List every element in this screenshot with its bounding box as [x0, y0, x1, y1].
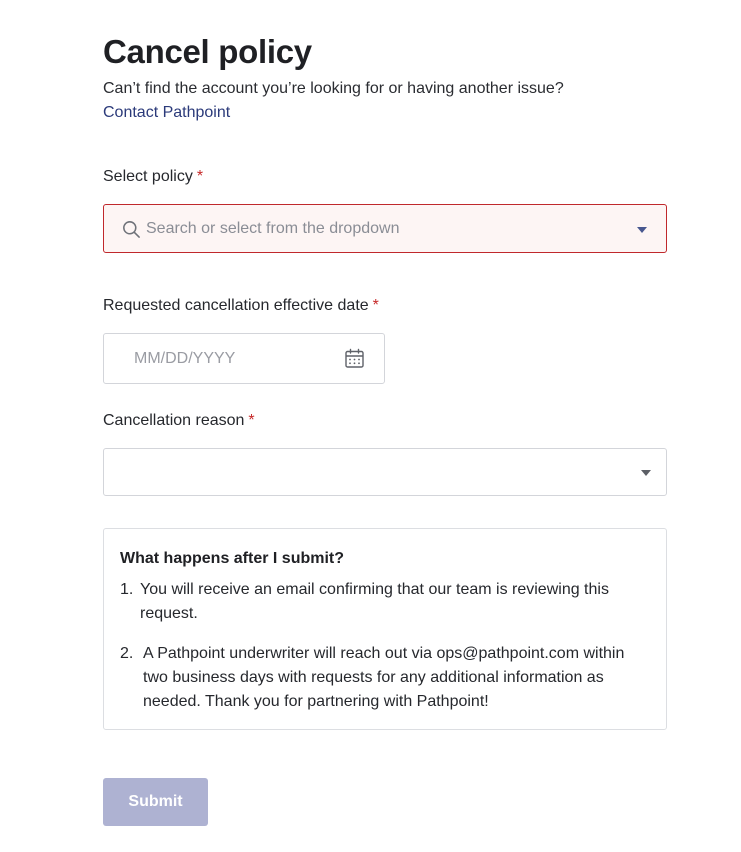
search-icon [122, 220, 141, 239]
effective-date-label [103, 296, 379, 316]
required-marker: * [248, 412, 255, 429]
info-box-title: What happens after I submit? [120, 550, 345, 567]
effective-date-input[interactable] [134, 334, 334, 383]
contact-pathpoint-link[interactable]: Contact Pathpoint [103, 104, 231, 121]
policy-select[interactable] [103, 204, 667, 253]
calendar-icon[interactable] [344, 348, 365, 369]
select-policy-label [103, 167, 203, 187]
required-marker: * [196, 168, 204, 185]
effective-date-field[interactable] [103, 333, 385, 384]
cancellation-reason-label [103, 411, 255, 431]
info-box [103, 528, 667, 730]
submit-button[interactable]: Submit [103, 778, 208, 826]
chevron-down-icon[interactable] [637, 227, 647, 233]
page-title: Cancel policy [103, 33, 312, 70]
cancellation-reason-select[interactable] [103, 448, 667, 496]
required-marker: * [372, 297, 379, 314]
page-subtitle: Can’t find the account you’re looking for or having another issue? [103, 80, 564, 97]
policy-search-input[interactable] [146, 205, 626, 252]
list-item [120, 642, 650, 714]
list-item-text: A Pathpoint underwriter will reach out via ops@pathpoint.com within two business days with requests for any additional information as needed. Thank you for partnering with Pathpoint! [143, 645, 625, 710]
list-item-number: 1. [120, 581, 134, 598]
effective-date-label-text: Requested cancellation effective date [103, 297, 369, 314]
list-item-text: You will receive an email confirming that our team is reviewing this request. [140, 581, 609, 622]
list-item-number: 2. [120, 645, 134, 662]
list-item [120, 578, 650, 626]
select-policy-label-text: Select policy [103, 168, 193, 185]
cancellation-reason-label-text: Cancellation reason [103, 412, 245, 429]
chevron-down-icon[interactable] [641, 470, 651, 476]
